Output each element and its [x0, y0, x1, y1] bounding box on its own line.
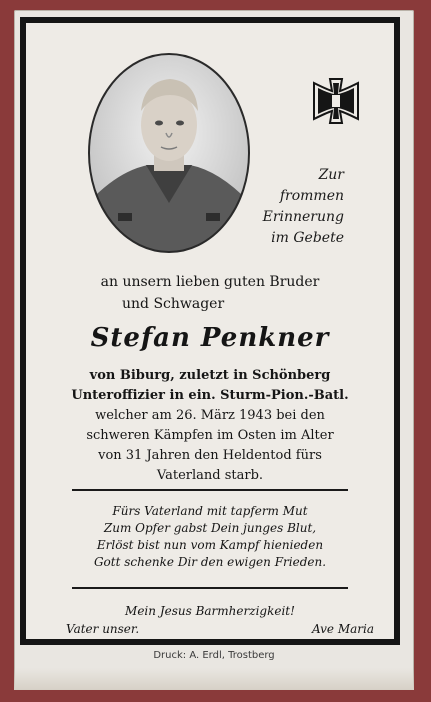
iron-cross-icon: [312, 77, 360, 125]
closing-right: Ave Maria: [311, 622, 374, 636]
prayer-dedication: [204, 165, 344, 249]
details-text: [26, 366, 394, 486]
details-line: Unteroffizier in ein. Sturm-Pion.-Batl.: [71, 388, 349, 403]
worn-edge: [14, 668, 414, 690]
divider-bottom: [72, 587, 348, 589]
verse-line: Zum Opfer gabst Dein junges Blut,: [103, 521, 317, 535]
verse-line: Gott schenke Dir den ewigen Frieden.: [93, 555, 327, 569]
intro-line: und Schwager: [122, 296, 225, 312]
verse-line: Fürs Vaterland mit tapferm Mut: [112, 504, 308, 518]
deceased-name: Stefan Penkner: [90, 323, 330, 353]
verse-line: Erlöst bist nun vom Kampf hienieden: [96, 538, 324, 552]
closing-prayers: [26, 602, 394, 638]
closing-center: Mein Jesus Barmherzigkeit!: [125, 604, 295, 618]
black-border-frame: [20, 17, 400, 645]
prayer-line: frommen: [279, 188, 344, 204]
memorial-verse: [26, 503, 394, 571]
prayer-line: im Gebete: [271, 230, 344, 246]
intro-line: an unsern lieben guten Bruder: [100, 274, 320, 290]
details-line: von 31 Jahren den Heldentod fürs: [98, 448, 322, 463]
closing-left: Vater unser.: [66, 622, 140, 636]
details-line: Vaterland starb.: [156, 468, 264, 483]
printer-credit: Druck: A. Erdl, Trostberg: [153, 650, 275, 661]
details-line: von Biburg, zuletzt in Schönberg: [89, 368, 331, 383]
divider-top: [72, 489, 348, 491]
details-line: schweren Kämpfen im Osten im Alter: [86, 428, 334, 443]
prayer-line: Zur: [318, 167, 344, 183]
prayer-line: Erinnerung: [262, 209, 344, 225]
closing-row: [26, 620, 394, 638]
details-line: welcher am 26. März 1943 bei den: [95, 408, 325, 423]
memorial-card: [14, 10, 414, 690]
intro-text: [26, 271, 394, 315]
